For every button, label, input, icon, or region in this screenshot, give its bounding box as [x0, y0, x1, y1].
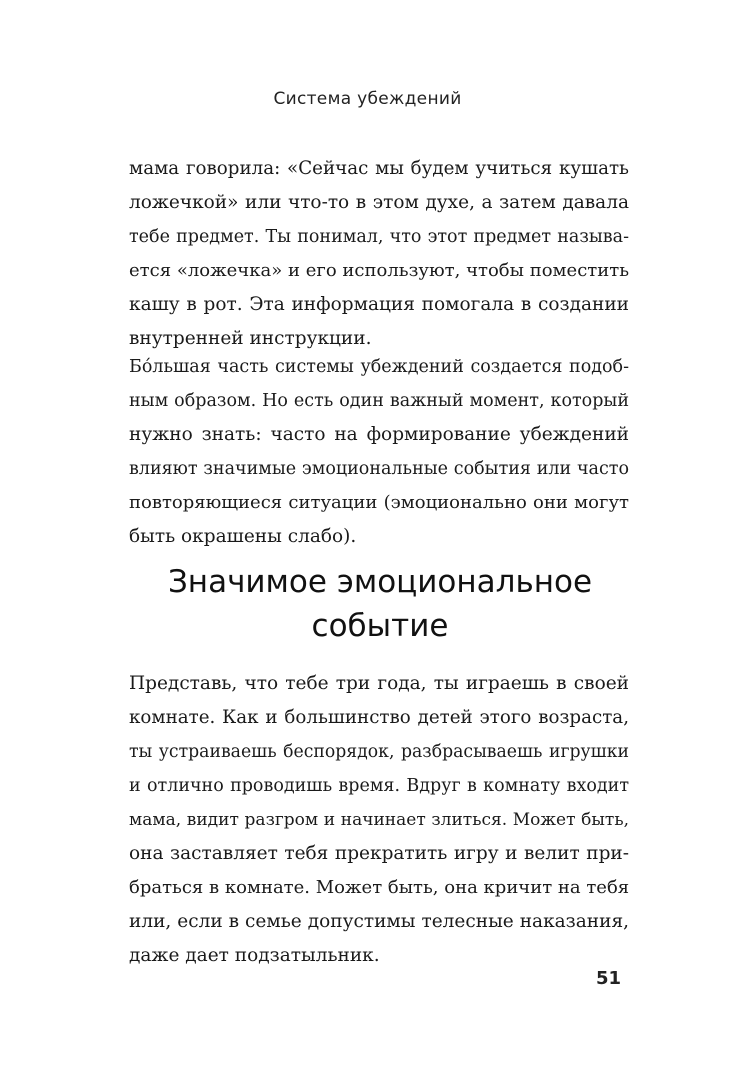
paragraph-3	[129, 667, 629, 973]
text-line: мама, видит разгром и начинает злиться. Может быть,	[129, 810, 629, 830]
text-line: Представь, что тебе три года, ты играешь в своей	[129, 673, 629, 694]
text-line: нужно знать: часто на формирование убеждений	[129, 424, 629, 445]
text-line: ется «ложечка» и его используют, чтобы поместить	[129, 260, 629, 281]
paragraph-1	[129, 152, 629, 356]
text-line: даже дает подзатыльник.	[129, 945, 380, 966]
running-head: Система убеждений	[273, 89, 462, 109]
text-line: ным образом. Но есть один важный момент, который	[129, 391, 629, 411]
text-line: ложечкой» или что-то в этом духе, а затем давала	[129, 192, 629, 213]
section-heading-line: событие	[311, 608, 449, 644]
text-line: комнате. Как и большинство детей этого возраста,	[129, 707, 629, 728]
text-line: браться в комнате. Может быть, она кричит на тебя	[129, 877, 630, 898]
paragraph-2	[129, 350, 629, 554]
text-line: тебе предмет. Ты понимал, что этот предмет называ-	[129, 227, 629, 247]
section-heading	[100, 560, 660, 648]
text-line: Бóльшая часть системы убеждений создается подоб-	[129, 357, 629, 377]
text-line: ты устраиваешь беспорядок, разбрасываешь игрушки	[129, 742, 629, 762]
text-line: влияют значимые эмоциональные события или часто	[129, 459, 629, 479]
text-line: внутренней инструкции.	[129, 328, 372, 349]
text-line: повторяющиеся ситуации (эмоционально они могут	[129, 492, 629, 513]
text-line: она заставляет тебя прекратить игру и велит при-	[129, 843, 629, 864]
text-line: быть окрашены слабо).	[129, 526, 357, 547]
text-line: и отлично проводишь время. Вдруг в комнату входит	[129, 776, 629, 796]
page-number: 51	[596, 968, 622, 989]
text-line: или, если в семье допустимы телесные наказания,	[129, 911, 629, 932]
section-heading-line: Значимое эмоциональное	[167, 564, 593, 600]
text-line: кашу в рот. Эта информация помогала в создании	[129, 294, 629, 315]
text-line: мама говорила: «Сейчас мы будем учиться кушать	[129, 158, 629, 179]
